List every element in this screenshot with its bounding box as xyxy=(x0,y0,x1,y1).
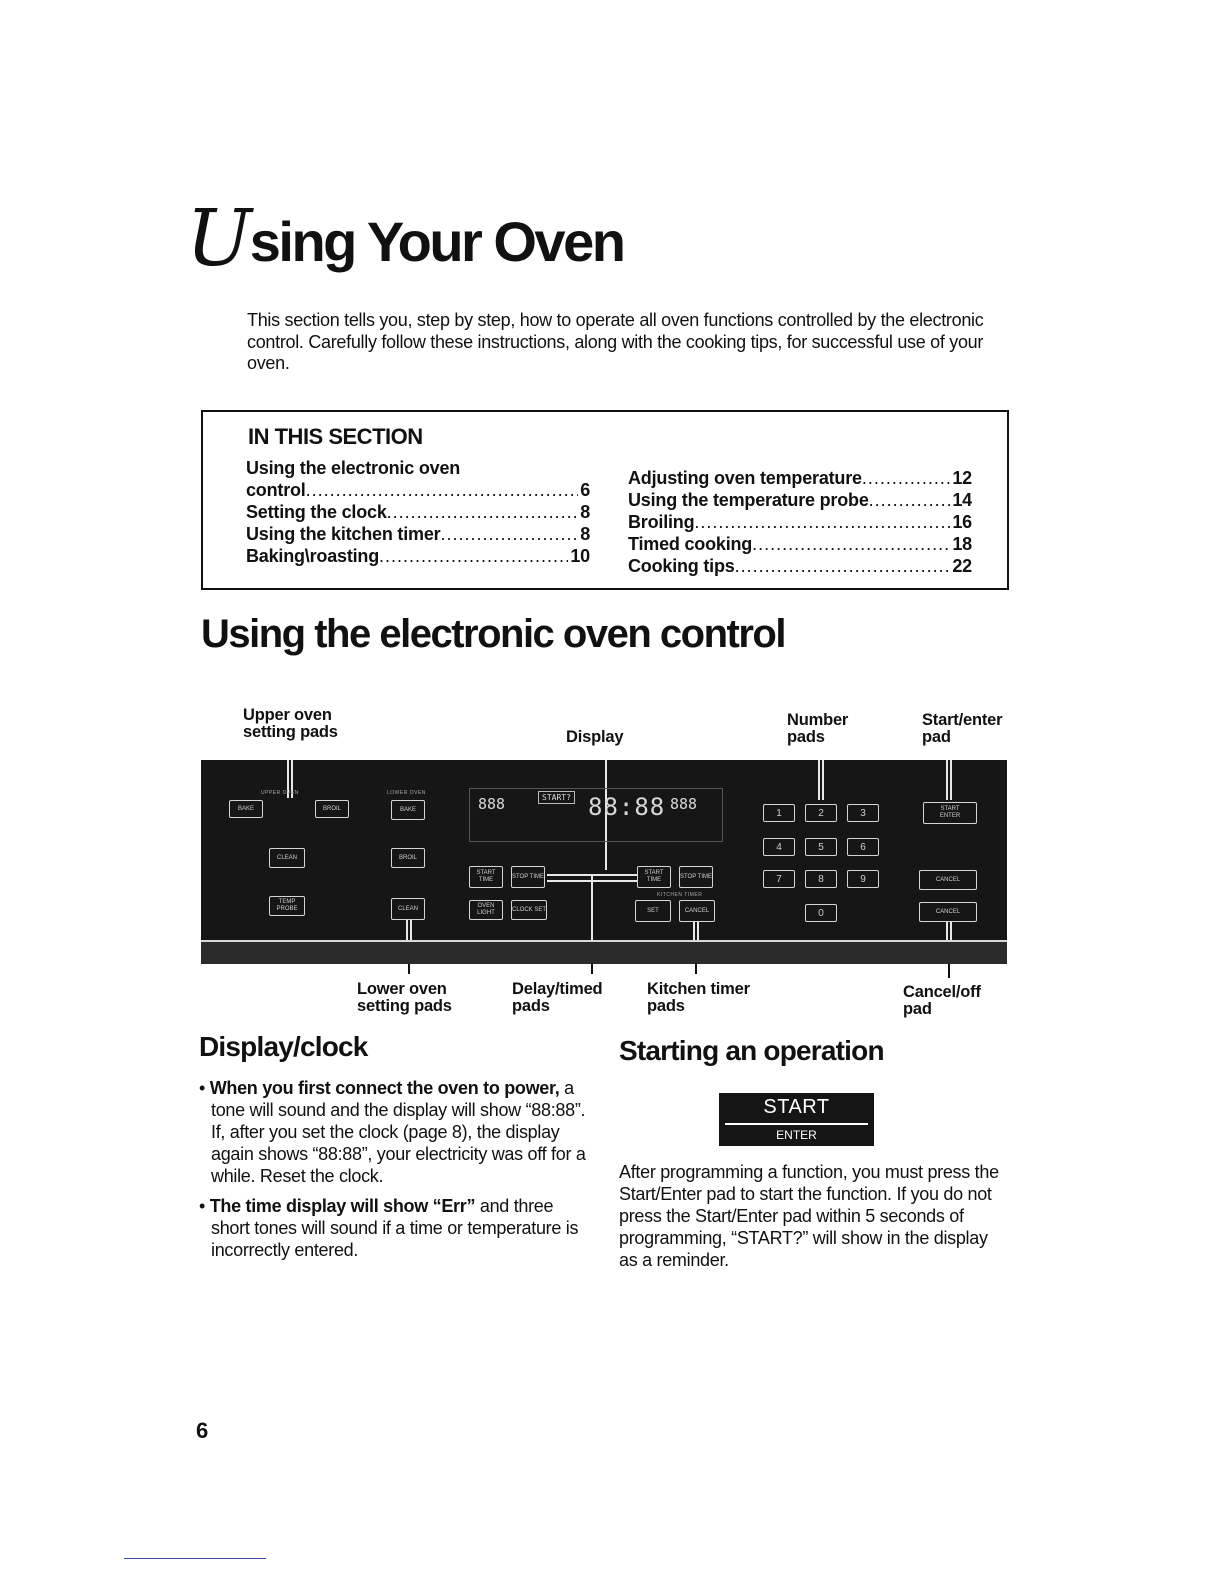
toc-entry-page: 8 xyxy=(580,502,590,522)
toc-entry-label: control xyxy=(246,480,306,500)
title-initial: U xyxy=(186,194,248,284)
display-digits-left: 888 xyxy=(478,795,506,813)
leader-line xyxy=(406,920,408,940)
upper-broil-pad[interactable]: BROIL xyxy=(315,800,349,818)
number-pad-8[interactable]: 8 xyxy=(805,870,837,888)
start-label: START xyxy=(763,1096,830,1118)
display-start-prompt: START? xyxy=(538,791,575,804)
leader-line xyxy=(818,760,820,800)
upper-cancel-pad[interactable]: CANCEL xyxy=(919,870,977,890)
toc-entry-page: 12 xyxy=(952,468,972,488)
toc-entry-label: Baking\roasting xyxy=(246,546,380,566)
callout-number-pads xyxy=(787,712,848,746)
toc-entry-page: 6 xyxy=(580,480,590,500)
lower-oven-label: LOWER OVEN xyxy=(387,790,426,796)
number-pad-7[interactable]: 7 xyxy=(763,870,795,888)
callout-display: Display xyxy=(566,728,624,746)
callout-start-enter xyxy=(922,712,1002,746)
callout-line: pads xyxy=(647,997,685,1015)
callout-line: setting pads xyxy=(243,723,338,741)
page-title xyxy=(186,188,624,284)
callout-line: pad xyxy=(922,728,951,746)
toc-entry-label: Adjusting oven temperature xyxy=(628,468,862,488)
bullet-text: and three short tones will sound if a time or temperature is incorrectly entered. xyxy=(211,1196,579,1260)
lower-stop-time-pad[interactable]: STOP TIME xyxy=(679,866,713,888)
starting-heading: Starting an operation xyxy=(619,1035,884,1066)
oven-display xyxy=(469,788,723,842)
leader-line xyxy=(408,964,410,974)
panel-bottom-strip xyxy=(201,940,1007,964)
callout-lower-oven xyxy=(357,981,452,1015)
toc-entry[interactable] xyxy=(628,556,972,578)
display-clock-heading: Display/clock xyxy=(199,1031,368,1062)
toc-entry-page: 8 xyxy=(580,524,590,544)
leader-line xyxy=(591,964,593,974)
toc-entry[interactable] xyxy=(246,502,590,524)
bullet-text: a tone will sound and the display will show “88:88”. If, after you set the clock (page 8), the display again shows “88:88”, your electricity was off for a while. Reset the clock. xyxy=(211,1078,586,1186)
title-text: sing Your Oven xyxy=(249,210,624,273)
leader-line xyxy=(946,922,948,940)
lower-start-time-pad[interactable]: START TIME xyxy=(637,866,671,888)
leader-line xyxy=(950,922,952,940)
number-pad-5[interactable]: 5 xyxy=(805,838,837,856)
leader-line xyxy=(946,760,948,800)
footnote-rule xyxy=(124,1558,266,1559)
toc-left-column xyxy=(246,458,590,568)
bullet-item: • The time display will show “Err” and three short tones will sound if a time or temperature is incorrectly entered. xyxy=(199,1196,579,1260)
upper-oven-label: UPPER OVEN xyxy=(261,790,299,796)
callout-line: pad xyxy=(903,1000,932,1018)
toc-entry-page: 10 xyxy=(570,546,590,566)
callout-line: Kitchen timer xyxy=(647,980,750,998)
leader-line xyxy=(591,876,593,940)
number-pad-9[interactable]: 9 xyxy=(847,870,879,888)
toc-entry[interactable] xyxy=(628,490,972,512)
toc-entry[interactable] xyxy=(246,546,590,568)
toc-entry-label: Setting the clock xyxy=(246,502,387,522)
toc-entry[interactable] xyxy=(246,480,590,502)
bullet-bold: When you first connect the oven to power, xyxy=(209,1078,560,1098)
toc-entry[interactable] xyxy=(628,512,972,534)
toc-entry-page: 16 xyxy=(952,512,972,532)
enter-pad-label: ENTER xyxy=(939,813,961,819)
display-digits-right: 888 xyxy=(670,795,698,813)
display-clock-digits: 88:88 xyxy=(588,793,666,821)
callout-line: Cancel/off xyxy=(903,983,981,1001)
page-number: 6 xyxy=(196,1418,209,1443)
callout-line: pads xyxy=(512,997,550,1015)
toc-entry-label: Using the kitchen timer xyxy=(246,524,441,544)
kitchen-timer-cancel-pad[interactable]: CANCEL xyxy=(679,900,715,922)
toc-heading: IN THIS SECTION xyxy=(248,424,423,449)
enter-label: ENTER xyxy=(776,1128,817,1142)
upper-stop-time-pad[interactable]: STOP TIME xyxy=(511,866,545,888)
leader-line xyxy=(697,922,699,940)
start-divider xyxy=(725,1123,868,1125)
toc-entry-page: 14 xyxy=(952,490,972,510)
toc-entry-label: Cooking tips xyxy=(628,556,735,576)
number-pad-4[interactable]: 4 xyxy=(763,838,795,856)
number-pad-6[interactable]: 6 xyxy=(847,838,879,856)
section-heading: Using the electronic oven control xyxy=(201,612,785,656)
leader-line xyxy=(410,920,412,940)
callout-line: Upper oven xyxy=(243,706,332,724)
control-panel-diagram xyxy=(201,760,1007,964)
lower-clean-pad[interactable]: CLEAN xyxy=(391,898,425,920)
callout-upper-oven xyxy=(243,707,338,741)
leader-line xyxy=(695,964,697,974)
upper-bake-pad[interactable]: BAKE xyxy=(229,800,263,818)
callout-line: pads xyxy=(787,728,825,746)
starting-paragraph: After programming a function, you must press the Start/Enter pad to start the function. If you do not press the Start/Enter pad within 5 seconds of programming, “START?” will show in the display as a reminder. xyxy=(619,1162,999,1270)
toc-entry[interactable] xyxy=(246,524,590,546)
clock-set-pad[interactable]: CLOCK SET xyxy=(511,900,547,920)
number-pad-3[interactable]: 3 xyxy=(847,804,879,822)
callout-line: setting pads xyxy=(357,997,452,1015)
callout-line: Start/enter xyxy=(922,711,1003,729)
callout-kitchen-timer xyxy=(647,981,750,1015)
toc-entry-label: Timed cooking xyxy=(628,534,753,554)
intro-paragraph: This section tells you, step by step, how to operate all oven functions controlled by the electronic control. Carefully follow these instructions, along with the cooking tips, for successful use of your oven. xyxy=(247,310,984,373)
toc-right-column xyxy=(628,468,972,578)
leader-line xyxy=(693,922,695,940)
leader-line xyxy=(822,760,824,800)
start-pad-label: START xyxy=(940,806,960,812)
oven-light-pad[interactable]: OVEN LIGHT xyxy=(469,900,503,920)
callout-delay-timed xyxy=(512,981,602,1015)
in-this-section-box xyxy=(201,410,1009,590)
lower-bake-pad[interactable]: BAKE xyxy=(391,800,425,820)
lower-broil-pad[interactable]: BROIL xyxy=(391,848,425,868)
toc-entry-page: 22 xyxy=(952,556,972,576)
callout-cancel-off xyxy=(903,984,981,1018)
lower-cancel-pad[interactable]: CANCEL xyxy=(919,902,977,922)
leader-line xyxy=(948,964,950,978)
upper-start-time-pad[interactable]: START TIME xyxy=(469,866,503,888)
callout-line: Lower oven xyxy=(357,980,447,998)
kitchen-timer-set-pad[interactable]: SET xyxy=(635,900,671,922)
panel-start-enter-pad[interactable] xyxy=(923,802,977,824)
kitchen-timer-label: KITCHEN TIMER xyxy=(657,892,703,898)
bullet-bold: The time display will show “Err” xyxy=(209,1196,476,1216)
toc-entry-label: Broiling xyxy=(628,512,695,532)
temp-probe-pad[interactable]: TEMP PROBE xyxy=(269,896,305,916)
callout-line: Number xyxy=(787,711,849,729)
number-pad-1[interactable]: 1 xyxy=(763,804,795,822)
start-enter-pad-illustration xyxy=(719,1093,874,1146)
number-pad-2[interactable]: 2 xyxy=(805,804,837,822)
upper-clean-pad[interactable]: CLEAN xyxy=(269,848,305,868)
toc-entry[interactable] xyxy=(246,458,590,480)
toc-entry[interactable] xyxy=(628,534,972,556)
display-clock-bullets xyxy=(199,1077,591,1269)
bullet-item: • When you first connect the oven to power, a tone will sound and the display will show “88:88”. If, after you set the clock (page 8), the display again shows “88:88”, your electricity was off for a while. Reset the clock. xyxy=(199,1078,586,1186)
toc-entry[interactable] xyxy=(628,468,972,490)
callout-line: Delay/timed xyxy=(512,980,603,998)
toc-entry-label: Using the temperature probe xyxy=(628,490,869,510)
number-pad-0[interactable]: 0 xyxy=(805,904,837,922)
leader-line xyxy=(950,760,952,800)
toc-entry-label: Using the electronic oven xyxy=(246,458,461,478)
toc-entry-page: 18 xyxy=(952,534,972,554)
